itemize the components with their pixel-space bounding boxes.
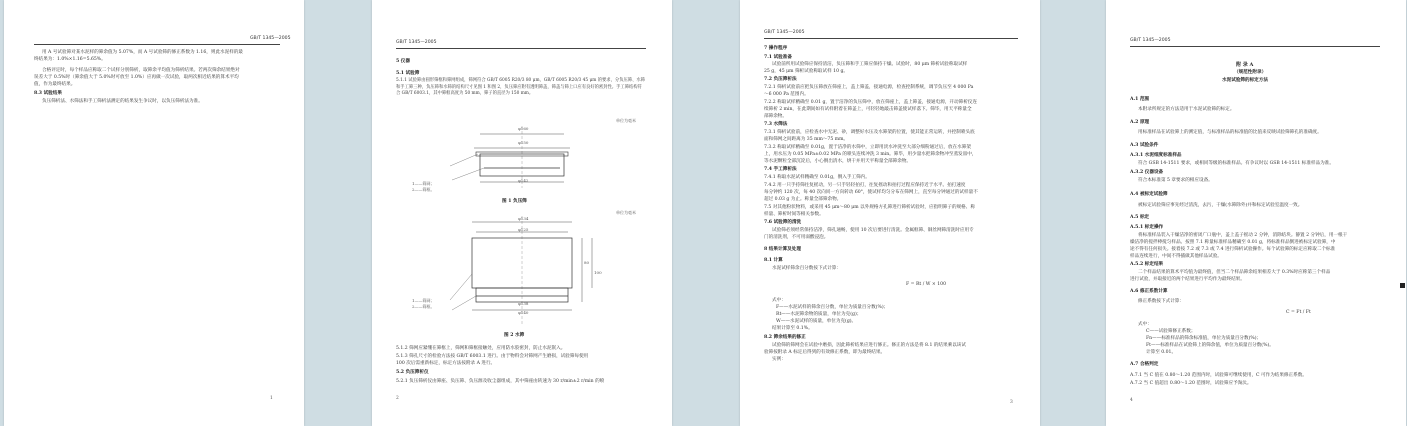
text-line: 用 A 号试验筛对某水泥样的筛余值为 5.07%，而 A 号试验筛的修正系数为 1.16，则此水泥样的最 — [42, 50, 244, 55]
dimension-label: φ125 — [518, 227, 529, 232]
text-line: 水泥试样筛余百分数按下式计算： — [772, 266, 841, 271]
text-line: 超过 0.03 g 为止。称量全部筛余物。 — [764, 197, 842, 202]
text-line: 计算至 0.01。 — [1146, 350, 1177, 355]
dimension-label: φ160 — [518, 126, 529, 131]
text-line: 7.4.1 称取水泥试样精确至 0.01g，倒入手工筛内。 — [764, 175, 870, 180]
text-line: 负压筛析法、水筛法和手工筛析法测定的结果发生争议时，以负压筛析法为准。 — [42, 99, 203, 104]
text-line: A.7.2 当 C 值超出 0.80～1.20 范围时，试验筛应予淘汰。 — [1130, 381, 1252, 386]
subsection-heading: A.6 修正系数计算 — [1130, 289, 1168, 294]
scroll-marker[interactable] — [1400, 283, 1405, 288]
page-2 — [372, 0, 672, 426]
subsection-heading: 7.3 水筛法 — [764, 122, 788, 127]
text-line: ～6 000 Pa 范围内。 — [764, 92, 809, 97]
text-line: 每分钟约 120 次，每 40 次向同一方向转动 60°，使试样均匀分布在筛网上，直至每分钟通过的试样量不 — [764, 190, 978, 195]
page-3 — [740, 0, 1040, 426]
text-line: 修正系数按下式计算： — [1138, 299, 1184, 304]
section-heading: 8.3 试验结果 — [34, 91, 62, 96]
dimension-label: 80 — [584, 260, 590, 265]
text-line: Ft——标准样品在试验筛上的筛余值，单位为质量百分数(%)。 — [1146, 343, 1274, 348]
text-line: 误差大于 0.5%时（筛余值大于 5.0%时可放至 1.0%）应再做一次试验，取两次相近结果的算术平均 — [34, 75, 239, 80]
text-line: 试验前所用试验筛应保持清洁，负压筛和手工筛应保持干燥。试验时，80 μm 筛析试验称取试样 — [772, 62, 968, 67]
unit-note: 单位为毫米 — [616, 118, 636, 123]
page-4 — [1106, 0, 1406, 426]
text-line: 结果计算至 0.1%。 — [772, 326, 813, 331]
text-line: 样品连续进行，中间不得插做其他样品试验。 — [1130, 254, 1222, 259]
text-line: 5.2.1 负压筛析仪由筛座、负压筛、负压源及收尘器组成，其中筛座由转速为 30 r/min±2 r/min 的喷 — [396, 379, 605, 384]
text-line: 续筛析 2 min，在此期间如有试样附着在筛盖上，可轻轻地敲击筛盖使试样落下。筛毕，用天平称量全 — [764, 107, 972, 112]
text-line: 上，用水压为 0.05 MPa±0.02 MPa 的喷头连续冲洗 3 min。筛毕，用少量水把筛余物冲至蒸发皿中， — [764, 152, 977, 157]
page-number: 3 — [1010, 400, 1013, 405]
text-line: 100 次后需重新标定，标定方法按附录 A 进行。 — [396, 361, 496, 366]
legend-item: 1——筛网； — [412, 298, 435, 303]
appendix-subtitle: （规范性附录） — [1234, 70, 1267, 75]
text-line: 部筛余物。 — [764, 114, 787, 119]
text-line: 试验筛必须经常保持洁净，筛孔通畅，使用 10 次后要进行清洗。金属框筛、铜丝网筛清洗时应用专 — [772, 228, 974, 233]
text-line: 被标定试验筛应事先经过清洗，去污，干燥(水筛除外)并和标定试验室温度一致。 — [1138, 203, 1303, 208]
formula: F = Rt / W × 100 — [906, 282, 946, 287]
figure-caption: 图 2 水筛 — [504, 333, 525, 338]
text-line: 门的清洗剂，不可用弱酸浸泡。 — [764, 235, 829, 240]
subsection-heading: 7.6 试验筛的清洗 — [764, 220, 802, 225]
text-line: 进行试验，并取接近的两个结果进行平均作为最终结果。 — [1130, 277, 1245, 282]
page-header: GB/T 1345—2005 — [250, 36, 291, 41]
text-line: 7.3.2 称取试样精确至 0.01g，置于洁净的水筛中，立即用淡水冲洗至大部分细粉通过后，放在水筛架 — [764, 145, 971, 150]
subsection-heading: 5.2 负压筛析仪 — [396, 370, 429, 375]
legend-item: 1——筛网； — [412, 181, 435, 186]
figure-caption: 图 1 负压筛 — [502, 199, 527, 204]
subsection-heading: 7.2 负压筛析法 — [764, 77, 797, 82]
dimension-label: 100 — [594, 270, 602, 275]
text-line: 符合本标准第 5 章要求的相应设备。 — [1138, 178, 1213, 183]
text-line: 终结果为：1.0%×1.16=5.65%。 — [34, 57, 106, 62]
subsection-heading: A.1 范围 — [1130, 97, 1150, 102]
section-heading: 7 操作程序 — [764, 46, 788, 51]
text-line: A.7.1 当 C 值在 0.80～1.20 范围内时，试验筛可继续使用，C 可作为结果修正系数。 — [1130, 373, 1307, 378]
page-header: GB/T 1345—2005 — [1130, 38, 1171, 43]
text-line: 式中： — [772, 298, 786, 303]
text-line: 等水泥颗粒全部沉淀后，小心倒出清水，烘干并用天平称量全部筛余物。 — [764, 159, 912, 164]
text-line: 值，作为最终结果。 — [34, 82, 76, 87]
subsection-heading: 7.1 试验准备 — [764, 55, 792, 60]
subsection-heading: A.3.1 水泥细度标准样品 — [1130, 153, 1182, 158]
appendix-heading: 水泥试验筛的标定方法 — [1222, 78, 1268, 83]
text-line: 7.2.1 筛析试验前应把负压筛放在筛座上，盖上筛盖，接通电源，检查控制系统，调节负压至 4 000 Pa — [764, 85, 974, 90]
text-line: 7.3.1 筛析试验前，应检查水中无泥、砂，调整好水压及水筛架的位置，使其能正常运转，并控制喷头底 — [764, 130, 975, 135]
subsection-heading: A.5.1 标定操作 — [1130, 225, 1164, 230]
page-1 — [4, 0, 304, 426]
text-line: 二个样品结果的算术平均值为最终值，但当二个样品筛余结果相差大于 0.3%时应称第三个样品 — [1138, 270, 1331, 275]
unit-note: 单位为毫米 — [616, 210, 636, 215]
header-rule — [34, 44, 280, 45]
subsection-heading: 5.1 试验筛 — [396, 71, 420, 76]
header-rule — [1130, 46, 1380, 47]
formula: C = Ft / Ft — [1286, 310, 1311, 315]
dimension-label: φ138 — [518, 301, 529, 306]
text-line: C——试验筛修正系数； — [1146, 329, 1196, 334]
subsection-heading: A.2 原理 — [1130, 120, 1150, 125]
subsection-heading: 8.1 计算 — [764, 258, 783, 263]
text-line: 试验筛的筛网会在试验中磨损，因此筛析结果应进行修正。修正的方法是将 8.1 的结果乘以该试 — [772, 343, 966, 348]
text-line: 合格评定时，每个样品应称取二个试样分别筛析，取筛余平均值为筛析结果。若两次筛余结果绝对 — [42, 68, 240, 73]
subsection-heading: A.4 被标定试验筛 — [1130, 192, 1168, 197]
subsection-heading: 7.4 手工筛析法 — [764, 167, 797, 172]
legend-item: 2——筛框。 — [412, 304, 435, 309]
text-line: 样量、筛析时间等相关参数。 — [764, 212, 824, 217]
page-number: 2 — [396, 396, 399, 401]
appendix-title: 附 录 A — [1236, 62, 1254, 68]
text-line: 7.2.2 称取试样精确至 0.01 g，置于洁净的负压筛中，放在筛座上，盖上筛盖，接通电源，开动筛析仪连 — [764, 100, 977, 105]
text-line: 本附录所规定的方法适用于水泥试验筛的标定。 — [1138, 107, 1235, 112]
dimension-label: φ134 — [518, 216, 529, 221]
header-rule — [396, 48, 646, 49]
text-line: 途不得有任何损失。接着按 7.2 或 7.3 或 7.4 进行筛析试验操作。每个试验筛的标定应称取二个标准 — [1130, 247, 1336, 252]
text-line: 燥洁净的搅拌棒搅匀样品。按照 7.1 称量标准样品精确至 0.01 g，将标准样品倒进被标定试验筛，中 — [1130, 240, 1336, 245]
subsection-heading: A.5 标定 — [1130, 215, 1150, 220]
text-line: Fn——标准样品的筛余标准值，单位为质量百分数(%)； — [1146, 336, 1262, 341]
dimension-label: φ140 — [518, 310, 529, 315]
page-header: GB/T 1345—2005 — [396, 40, 437, 45]
text-line: 7.4.2 用一只手持筛往复摇动，另一只手轻轻拍打，往复摇动和拍打过程应保持近于水平。拍打速度 — [764, 183, 966, 188]
text-line: 5.1.2 筛网应紧绷在筛框上，筛网和筛框接触处，应用防水胶密封，防止水泥嵌入。 — [396, 346, 566, 351]
page-number: 4 — [1130, 398, 1133, 403]
subsection-heading: A.5.2 标定结果 — [1130, 262, 1164, 267]
page-number: 1 — [270, 396, 273, 401]
page-header: GB/T 1345—2005 — [764, 30, 805, 35]
text-line: 5.1.3 筛孔尺寸的检验方法按 GB/T 6003.1 进行。由于物料会对筛网产生磨损，试验筛每使用 — [396, 354, 589, 359]
text-line: 面和筛网之间距离为 35 mm～75 mm。 — [764, 137, 849, 142]
paragraph: 5.1.1 试验筛由圆形筛框和筛网组成，筛网符合 GB/T 6005 R20/3 80 μm，GB/T 6005 R20/3 45 μm 的要求，分负压筛、水筛和手工筛三种，负压筛和水筛的结构尺寸见图 1 和图 2，负压筛应附有透明筛盖，筛盖与筛上口应有良好的密封性。手工筛结构符合 GB/T 6003.1，其中筛框高度为 50 mm，筛子的直径为 150 mm。 — [396, 78, 645, 96]
dimension-label: φ150 — [518, 140, 529, 145]
text-line: W——水泥试样的质量，单位为克(g)。 — [776, 319, 857, 324]
text-line: 符合 GSB 14-1511 要求，或相同等级的标准样品。有争议时以 GSB 14-1511 标准样品为准。 — [1138, 161, 1334, 166]
text-line: F——水泥试样的筛余百分数，单位为质量百分数(%)； — [776, 305, 889, 310]
section-heading: 8 结果计算及处理 — [764, 247, 801, 252]
text-line: Rt——水泥筛余物的质量，单位为克(g)； — [776, 312, 862, 317]
subsection-heading: A.3.2 仪器设备 — [1130, 170, 1164, 175]
header-rule — [764, 38, 1018, 39]
subsection-heading: A.3 试验条件 — [1130, 143, 1159, 148]
text-line: 25 g，45 μm 筛析试验称取试样 10 g。 — [764, 69, 848, 74]
legend-item: 2——筛框。 — [412, 187, 435, 192]
text-line: 验筛按附录 A 标定后得到的有效修正系数，即为最终结果。 — [764, 350, 886, 355]
text-line: 将标准样品装入干燥洁净的密闭广口瓶中，盖上盖子摇动 2 分钟，消除结块。静置 2 分钟后，用一根干 — [1138, 233, 1348, 238]
subsection-heading: 8.2 筛余结果的修正 — [764, 335, 806, 340]
dimension-label: φ142 — [518, 178, 529, 183]
text-line: 7.5 对其他粉状物料，或采用 45 μm～80 μm 以外规格方孔筛进行筛析试验时，应指明筛子的规格、称 — [764, 205, 975, 210]
subsection-heading: A.7 合格判定 — [1130, 362, 1159, 367]
text-line: 用标准样品在试验筛上的测定值，与标准样品的标准值的比值来反映试验筛筛孔的准确度。 — [1138, 130, 1322, 135]
text-line: 实例： — [772, 357, 786, 362]
text-line: 式中： — [1138, 322, 1152, 327]
section-heading: 5 仪器 — [396, 59, 410, 64]
